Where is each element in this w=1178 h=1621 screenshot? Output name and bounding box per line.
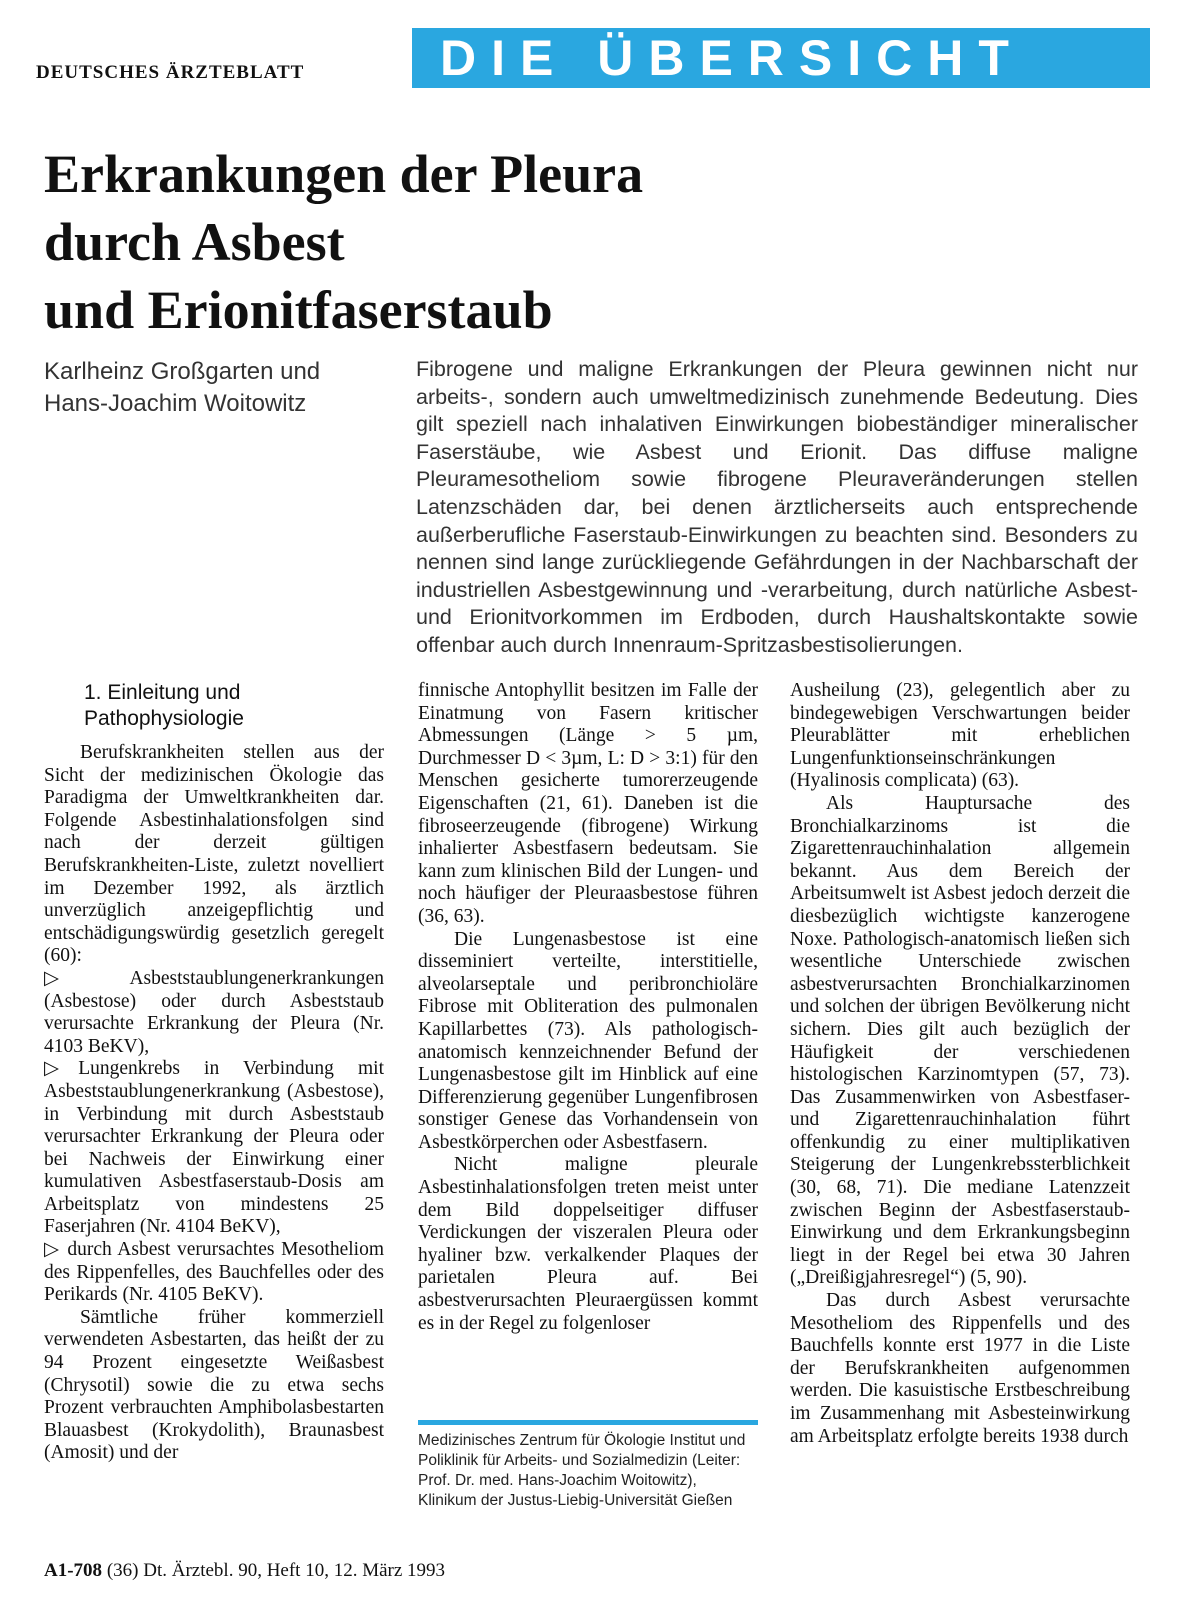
affiliation-box [418, 1420, 758, 1511]
author-block [44, 356, 414, 420]
paragraph: finnische Antophyllit besitzen im Falle der Einatmung von Fasern kritischer Abmessungen (Länge > 5 µm, Durchmesser D < 3µm, L: D > 3:1) für den Menschen gesicherte tumorerzeugende Eigenschaften (21, 61). Daneben ist die fibroseerzeugende (fibrogene) Wirkung inhalierter Asbestfasern bedeutsam. Sie kann zum klinischen Bild der Lungen- und noch häufiger der Pleuraasbestose führen (36, 63). [418, 680, 758, 927]
text-column-3 [790, 680, 1130, 1448]
paragraph: Berufskrankheiten stellen aus der Sicht der medizinischen Ökologie das Paradigma der Umweltkrankheiten dar. Folgende Asbestinhalationsfolgen sind nach der derzeit gültigen Berufskrankheiten-Liste, zuletzt novelliert im Dezember 1992, als ärztlich unverzüglich anzeigepflichtig und entschädigungswürdig gesetzlich geregelt (60): [44, 742, 384, 967]
section-heading: 1. Einleitung und Pathophysiologie [84, 681, 244, 730]
title-line: Erkrankungen der Pleura [44, 144, 644, 204]
text-column-2 [418, 680, 758, 1335]
author-line: Karlheinz Großgarten und [44, 358, 321, 385]
bullet-item: ▷ durch Asbest verursachtes Mesotheliom des Rippenfelles, des Bauchfelles oder des Perikards (Nr. 4105 BeKV). [44, 1239, 384, 1306]
page-code: A1-708 [44, 1560, 103, 1581]
bullet-item: ▷Lungenkrebs in Verbindung mit Asbeststaublungenerkrankung (Asbestose), in Verbindung mit durch Asbeststaub verursachter Erkrankung der Pleura oder bei Nachweis der Einwirkung einer kumulativen Asbestfaserstaub-Dosis am Arbeitsplatz von mindestens 25 Faserjahren (Nr. 4104 BeKV), [44, 1058, 384, 1238]
page-footer [44, 1560, 445, 1582]
article-title [44, 140, 944, 344]
paragraph: Ausheilung (23), gelegentlich aber zu bindegewebigen Verschwartungen beider Pleurablätter mit erheblichen Lungenfunktionseinschränkungen (Hyalinosis complicata) (63). [790, 680, 1130, 792]
abstract: Fibrogene und maligne Erkrankungen der Pleura gewinnen nicht nur arbeits-, sondern auch umweltmedizinisch zunehmende Bedeutung. Dies gilt speziell nach inhalativen Einwirkungen biobeständiger mineralischer Faserstäube, wie Asbest und Erionit. Das diffuse maligne Pleuramesotheliom sowie fibrogene Pleuraveränderungen stellen Latenzschäden dar, bei denen ärztlicherseits auch entsprechende außerberufliche Faserstaub-Einwirkungen zu beachten sind. Besonders zu nennen sind lange zurückliegende Gefährdungen in der Nachbarschaft der industriellen Asbestgewinnung und -verarbeitung, durch natürliche Asbest- und Erionitvorkommen im Erdboden, durch Haushaltskontakte sowie offenbar auch durch Innenraum-Spritzasbestisolierungen. [416, 357, 1138, 657]
author-line: Hans-Joachim Woitowitz [44, 390, 307, 417]
title-line: durch Asbest [44, 212, 345, 272]
title-line: und Erionitfaserstaub [44, 280, 553, 340]
text-column-1 [44, 680, 384, 1465]
journal-name: DEUTSCHES ÄRZTEBLATT [36, 62, 305, 83]
affiliation-text: Medizinisches Zentrum für Ökologie Institut und Poliklinik für Arbeits- und Sozialmedizin (Leiter: Prof. Dr. med. Hans-Joachim Woitowitz), Klinikum der Justus-Liebig-Universität Gießen [418, 1432, 746, 1509]
paragraph: Das durch Asbest verursachte Mesotheliom des Rippenfells und des Bauchfells konnte erst 1977 in die Liste der Berufskrankheiten aufgenommen werden. Die kasuistische Erstbeschreibung im Zusammenhang mit Asbesteinwirkung am Arbeitsplatz erfolgte bereits 1938 durch [790, 1290, 1130, 1447]
bullet-item: ▷ Asbeststaublungenerkrankungen (Asbestose) oder durch Asbeststaub verursachte Erkrankung der Pleura (Nr. 4103 BeKV), [44, 967, 384, 1057]
paragraph: Nicht maligne pleurale Asbestinhalationsfolgen treten meist unter dem Bild doppelseitiger diffuser Verdickungen der viszeralen Pleura oder hyaliner bzw. verkalkender Plaques der parietalen Pleura auf. Bei asbestverursachten Pleuraergüssen kommt es in der Regel zu folgenloser [418, 1154, 758, 1334]
section-banner: DIE ÜBERSICHT [412, 28, 1150, 88]
paragraph: Als Hauptursache des Bronchialkarzinoms ist die Zigarettenrauchinhalation allgemein bekannt. Aus dem Bereich der Arbeitsumwelt ist Asbest jedoch derzeit die diesbezüglich wichtigste kanzerogene Noxe. Pathologisch-anatomisch ließen sich wesentliche Unterschiede zwischen asbestverursachten Bronchialkarzinomen und solchen der übrigen Bevölkerung nicht sichern. Dies gilt auch bezüglich der Häufigkeit der verschiedenen histologischen Karzinomtypen (57, 73). Das Zusammenwirken von Asbestfaser- und Zigarettenrauchinhalation führt offenkundig zu einer multiplikativen Steigerung der Lungenkrebssterblichkeit (30, 68, 71). Die mediane Latenzzeit zwischen Beginn der Asbestfaserstaub-Einwirkung und dem Erkrankungsbeginn liegt in der Regel bei etwa 30 Jahren („Dreißigjahresregel“) (5, 90). [790, 792, 1130, 1289]
paragraph: Die Lungenasbestose ist eine disseminiert verteilte, interstitielle, alveolarseptale und peribronchioläre Fibrose mit Obliteration des pulmonalen Kapillarbettes (73). Als pathologisch-anatomisch kennzeichnender Befund der Lungenasbestose gilt im Hinblick auf eine Differenzierung gegenüber Lungenfibrosen sonstiger Genese das Vorhandensein von Asbestkörperchen oder Asbestfasern. [418, 928, 758, 1153]
citation: (36) Dt. Ärztebl. 90, Heft 10, 12. März 1993 [106, 1560, 446, 1581]
paragraph: Sämtliche früher kommerziell verwendeten Asbestarten, das heißt der zu 94 Prozent eingesetzte Weißasbest (Chrysotil) sowie die zu etwa sechs Prozent verbrauchten Amphibolasbestarten Blauasbest (Krokydolith), Braunasbest (Amosit) und der [44, 1306, 384, 1464]
